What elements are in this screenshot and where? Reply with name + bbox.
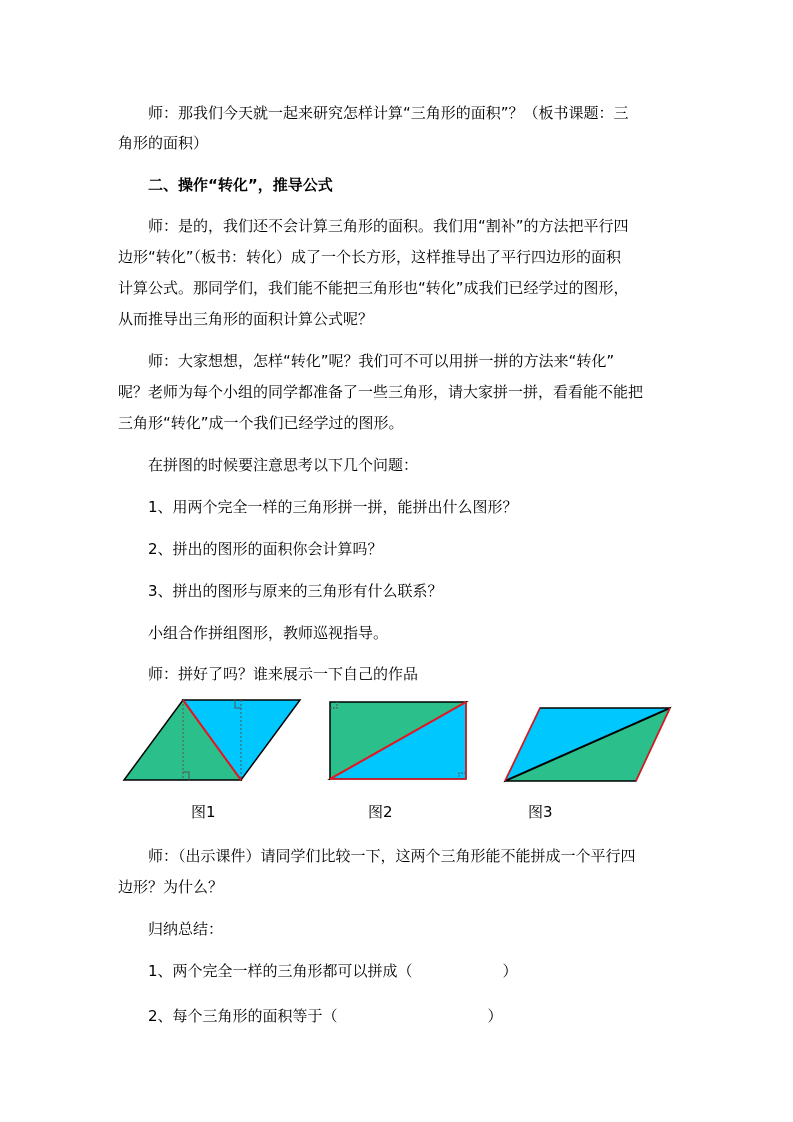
- figure-3: [505, 708, 670, 781]
- question-item: 2、拼出的图形的面积你会计算吗？: [118, 540, 383, 558]
- paragraph-line: 师：是的，我们还不会计算三角形的面积。我们用“割补”的方法把平行四: [118, 217, 629, 235]
- paragraph-line: 师：（出示课件）请同学们比较一下，这两个三角形能不能拼成一个平行四: [118, 847, 636, 865]
- figure-1: [124, 700, 300, 780]
- paragraph-line: 计算公式。那同学们，我们能不能把三角形也“转化”成我们已经学过的图形，: [118, 279, 629, 297]
- section-heading: 二、操作“转化”，推导公式: [118, 176, 333, 194]
- summary-item: 1、两个完全一样的三角形都可以拼成（ ）: [118, 962, 518, 980]
- figure-2: [330, 702, 466, 779]
- figure-1-caption: 图1: [191, 803, 216, 821]
- paragraph-line: 师：拼好了吗？谁来展示一下自己的作品: [118, 665, 419, 683]
- paragraph-line: 师：大家想想，怎样“转化”呢？我们可不可以用拼一拼的方法来“转化”: [118, 352, 615, 370]
- question-item: 1、用两个完全一样的三角形拼一拼，能拼出什么图形？: [118, 498, 518, 516]
- figure-2-caption: 图2: [368, 803, 393, 821]
- paragraph-line: 角形的面积）: [118, 134, 209, 152]
- paragraph-line: 边形？为什么？: [118, 878, 224, 896]
- question-item: 3、拼出的图形与原来的三角形有什么联系？: [118, 582, 443, 600]
- paragraph-line: 三角形“转化”成一个我们已经学过的图形。: [118, 414, 404, 432]
- paragraph-line: 呢？老师为每个小组的同学都准备了一些三角形，请大家拼一拼，看看能不能把: [118, 383, 644, 401]
- paragraph-line: 归纳总结：: [118, 920, 224, 938]
- paragraph-line: 小组合作拼组图形，教师巡视指导。: [118, 624, 389, 642]
- paragraph-line: 在拼图的时候要注意思考以下几个问题：: [118, 456, 419, 474]
- paragraph-line: 边形“转化”（板书：转化）成了一个长方形，这样推导出了平行四边形的面积: [118, 248, 622, 266]
- summary-item: 2、每个三角形的面积等于（ ）: [118, 1007, 503, 1025]
- figure-3-caption: 图3: [528, 803, 553, 821]
- paragraph-line: 师：那我们今天就一起来研究怎样计算“三角形的面积”？（板书课题：三: [118, 104, 629, 122]
- paragraph-line: 从而推导出三角形的面积计算公式呢？: [118, 310, 374, 328]
